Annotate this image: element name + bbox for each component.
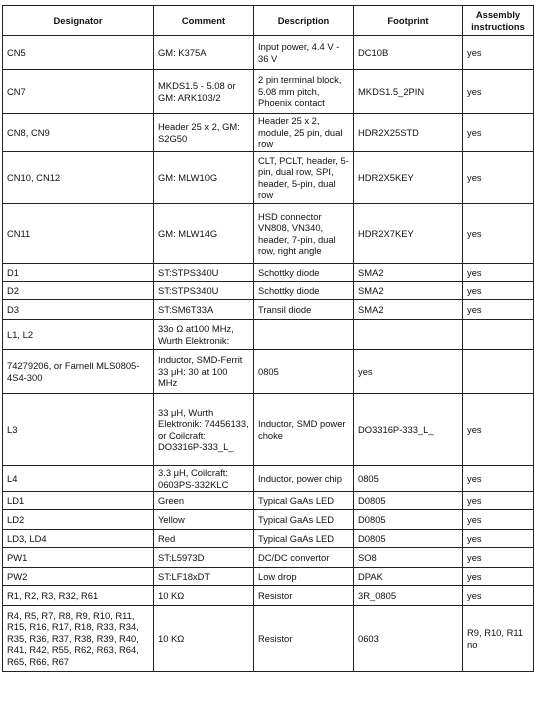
footprint-cell: DO3316P-333_L_ [354,394,463,466]
assembly-cell [463,350,534,394]
assembly-cell: yes [463,548,534,568]
assembly-cell: yes [463,510,534,530]
description-cell: HSD connector VN808, VN340, header, 7-pin, dual row, right angle [254,204,354,264]
footprint-cell: D0805 [354,530,463,548]
assembly-cell: yes [463,36,534,70]
comment-cell: 3.3 μH, Coilcraft: 0603PS-332KLC [154,466,254,492]
designator-cell: R4, R5, R7, R8, R9, R10, R11, R15, R16, R17, R18, R33, R34, R35, R36, R37, R38, R39, R40, R41, R42, R55, R62, R63, R64, R65, R66, R67 [3,606,154,672]
table-row [3,300,534,320]
assembly-cell: yes [463,466,534,492]
designator-cell: LD2 [3,510,154,530]
assembly-cell: yes [463,530,534,548]
table-row [3,350,534,394]
table-row [3,548,534,568]
comment-cell: Green [154,492,254,510]
description-cell: CLT, PCLT, header, 5-pin, dual row, SPI, header, 5-pin, dual row [254,152,354,204]
designator-cell: L4 [3,466,154,492]
description-cell: Schottky diode [254,264,354,282]
footprint-cell: MKDS1.5_2PIN [354,70,463,114]
comment-cell: MKDS1.5 - 5.08 or GM: ARK103/2 [154,70,254,114]
designator-cell: R1, R2, R3, R32, R61 [3,586,154,606]
description-cell: 2 pin terminal block, 5.08 mm pitch, Phoenix contact [254,70,354,114]
column-header-comment: Comment [154,6,254,36]
designator-cell: CN7 [3,70,154,114]
footprint-cell: HDR2X7KEY [354,204,463,264]
description-cell: Typical GaAs LED [254,530,354,548]
comment-cell: Red [154,530,254,548]
description-cell: DC/DC convertor [254,548,354,568]
comment-cell: ST:STPS340U [154,282,254,300]
table-row [3,394,534,466]
comment-cell: GM: MLW10G [154,152,254,204]
designator-cell: CN11 [3,204,154,264]
column-header-description: Description [254,6,354,36]
comment-cell: ST:LF18xDT [154,568,254,586]
description-cell: Header 25 x 2, module, 25 pin, dual row [254,114,354,152]
description-cell: Transil diode [254,300,354,320]
assembly-cell: yes [463,282,534,300]
table-row [3,36,534,70]
footprint-cell: SMA2 [354,282,463,300]
comment-cell: 10 KΩ [154,606,254,672]
description-cell: Typical GaAs LED [254,492,354,510]
table-row [3,204,534,264]
table-row [3,586,534,606]
table-row [3,282,534,300]
table-body [3,36,534,672]
comment-cell: 33 μH, Wurth Elektronik: 74456133, or Coilcraft: DO3316P-333_L_ [154,394,254,466]
table-row [3,530,534,548]
assembly-cell [463,320,534,350]
footprint-cell: DPAK [354,568,463,586]
description-cell: Inductor, power chip [254,466,354,492]
footprint-cell: 3R_0805 [354,586,463,606]
assembly-cell: yes [463,114,534,152]
assembly-cell: yes [463,152,534,204]
footprint-cell: SMA2 [354,264,463,282]
footprint-cell: HDR2X25STD [354,114,463,152]
table-row [3,606,534,672]
footprint-cell: D0805 [354,510,463,530]
comment-cell: 33o Ω at100 MHz, Wurth Elektronik: [154,320,254,350]
comment-cell: ST:STPS340U [154,264,254,282]
footprint-cell: 0805 [354,466,463,492]
assembly-cell: yes [463,204,534,264]
designator-cell: D3 [3,300,154,320]
description-cell: Input power, 4.4 V - 36 V [254,36,354,70]
comment-cell: ST:SM6T33A [154,300,254,320]
designator-cell: CN8, CN9 [3,114,154,152]
designator-cell: LD1 [3,492,154,510]
footprint-cell: HDR2X5KEY [354,152,463,204]
designator-cell: L1, L2 [3,320,154,350]
comment-cell: GM: K375A [154,36,254,70]
description-cell: Schottky diode [254,282,354,300]
comment-cell: 10 KΩ [154,586,254,606]
designator-cell: CN10, CN12 [3,152,154,204]
comment-cell: ST:L5973D [154,548,254,568]
footprint-cell: 0603 [354,606,463,672]
table-row [3,466,534,492]
assembly-cell: yes [463,394,534,466]
designator-cell: D1 [3,264,154,282]
designator-cell: L3 [3,394,154,466]
assembly-cell: yes [463,70,534,114]
footprint-cell: yes [354,350,463,394]
description-cell: Inductor, SMD power choke [254,394,354,466]
assembly-cell: R9, R10, R11 no [463,606,534,672]
description-cell: Resistor [254,586,354,606]
column-header-designator: Designator [3,6,154,36]
assembly-cell: yes [463,586,534,606]
table-row [3,114,534,152]
assembly-cell: yes [463,300,534,320]
comment-cell: GM: MLW14G [154,204,254,264]
footprint-cell: SO8 [354,548,463,568]
column-header-footprint: Footprint [354,6,463,36]
table-row [3,70,534,114]
footprint-cell: SMA2 [354,300,463,320]
description-cell: Resistor [254,606,354,672]
comment-cell: Header 25 x 2, GM: S2G50 [154,114,254,152]
assembly-cell: yes [463,568,534,586]
table-row [3,492,534,510]
designator-cell: D2 [3,282,154,300]
designator-cell: LD3, LD4 [3,530,154,548]
column-header-assembly-instructions: Assembly instructions [463,6,534,36]
assembly-cell: yes [463,492,534,510]
table-row [3,320,534,350]
assembly-cell: yes [463,264,534,282]
table-row [3,152,534,204]
description-cell: Typical GaAs LED [254,510,354,530]
designator-cell: 74279206, or Farnell MLS0805-4S4-300 [3,350,154,394]
comment-cell: Inductor, SMD-Ferrit 33 μH: 30 at 100 MHz [154,350,254,394]
table-row [3,264,534,282]
designator-cell: CN5 [3,36,154,70]
description-cell: Low drop [254,568,354,586]
designator-cell: PW2 [3,568,154,586]
footprint-cell [354,320,463,350]
description-cell: 0805 [254,350,354,394]
footprint-cell: DC10B [354,36,463,70]
table-row [3,568,534,586]
designator-cell: PW1 [3,548,154,568]
bill-of-materials-table [2,5,534,672]
comment-cell: Yellow [154,510,254,530]
table-row [3,510,534,530]
footprint-cell: D0805 [354,492,463,510]
table-header-row [3,6,534,36]
description-cell [254,320,354,350]
